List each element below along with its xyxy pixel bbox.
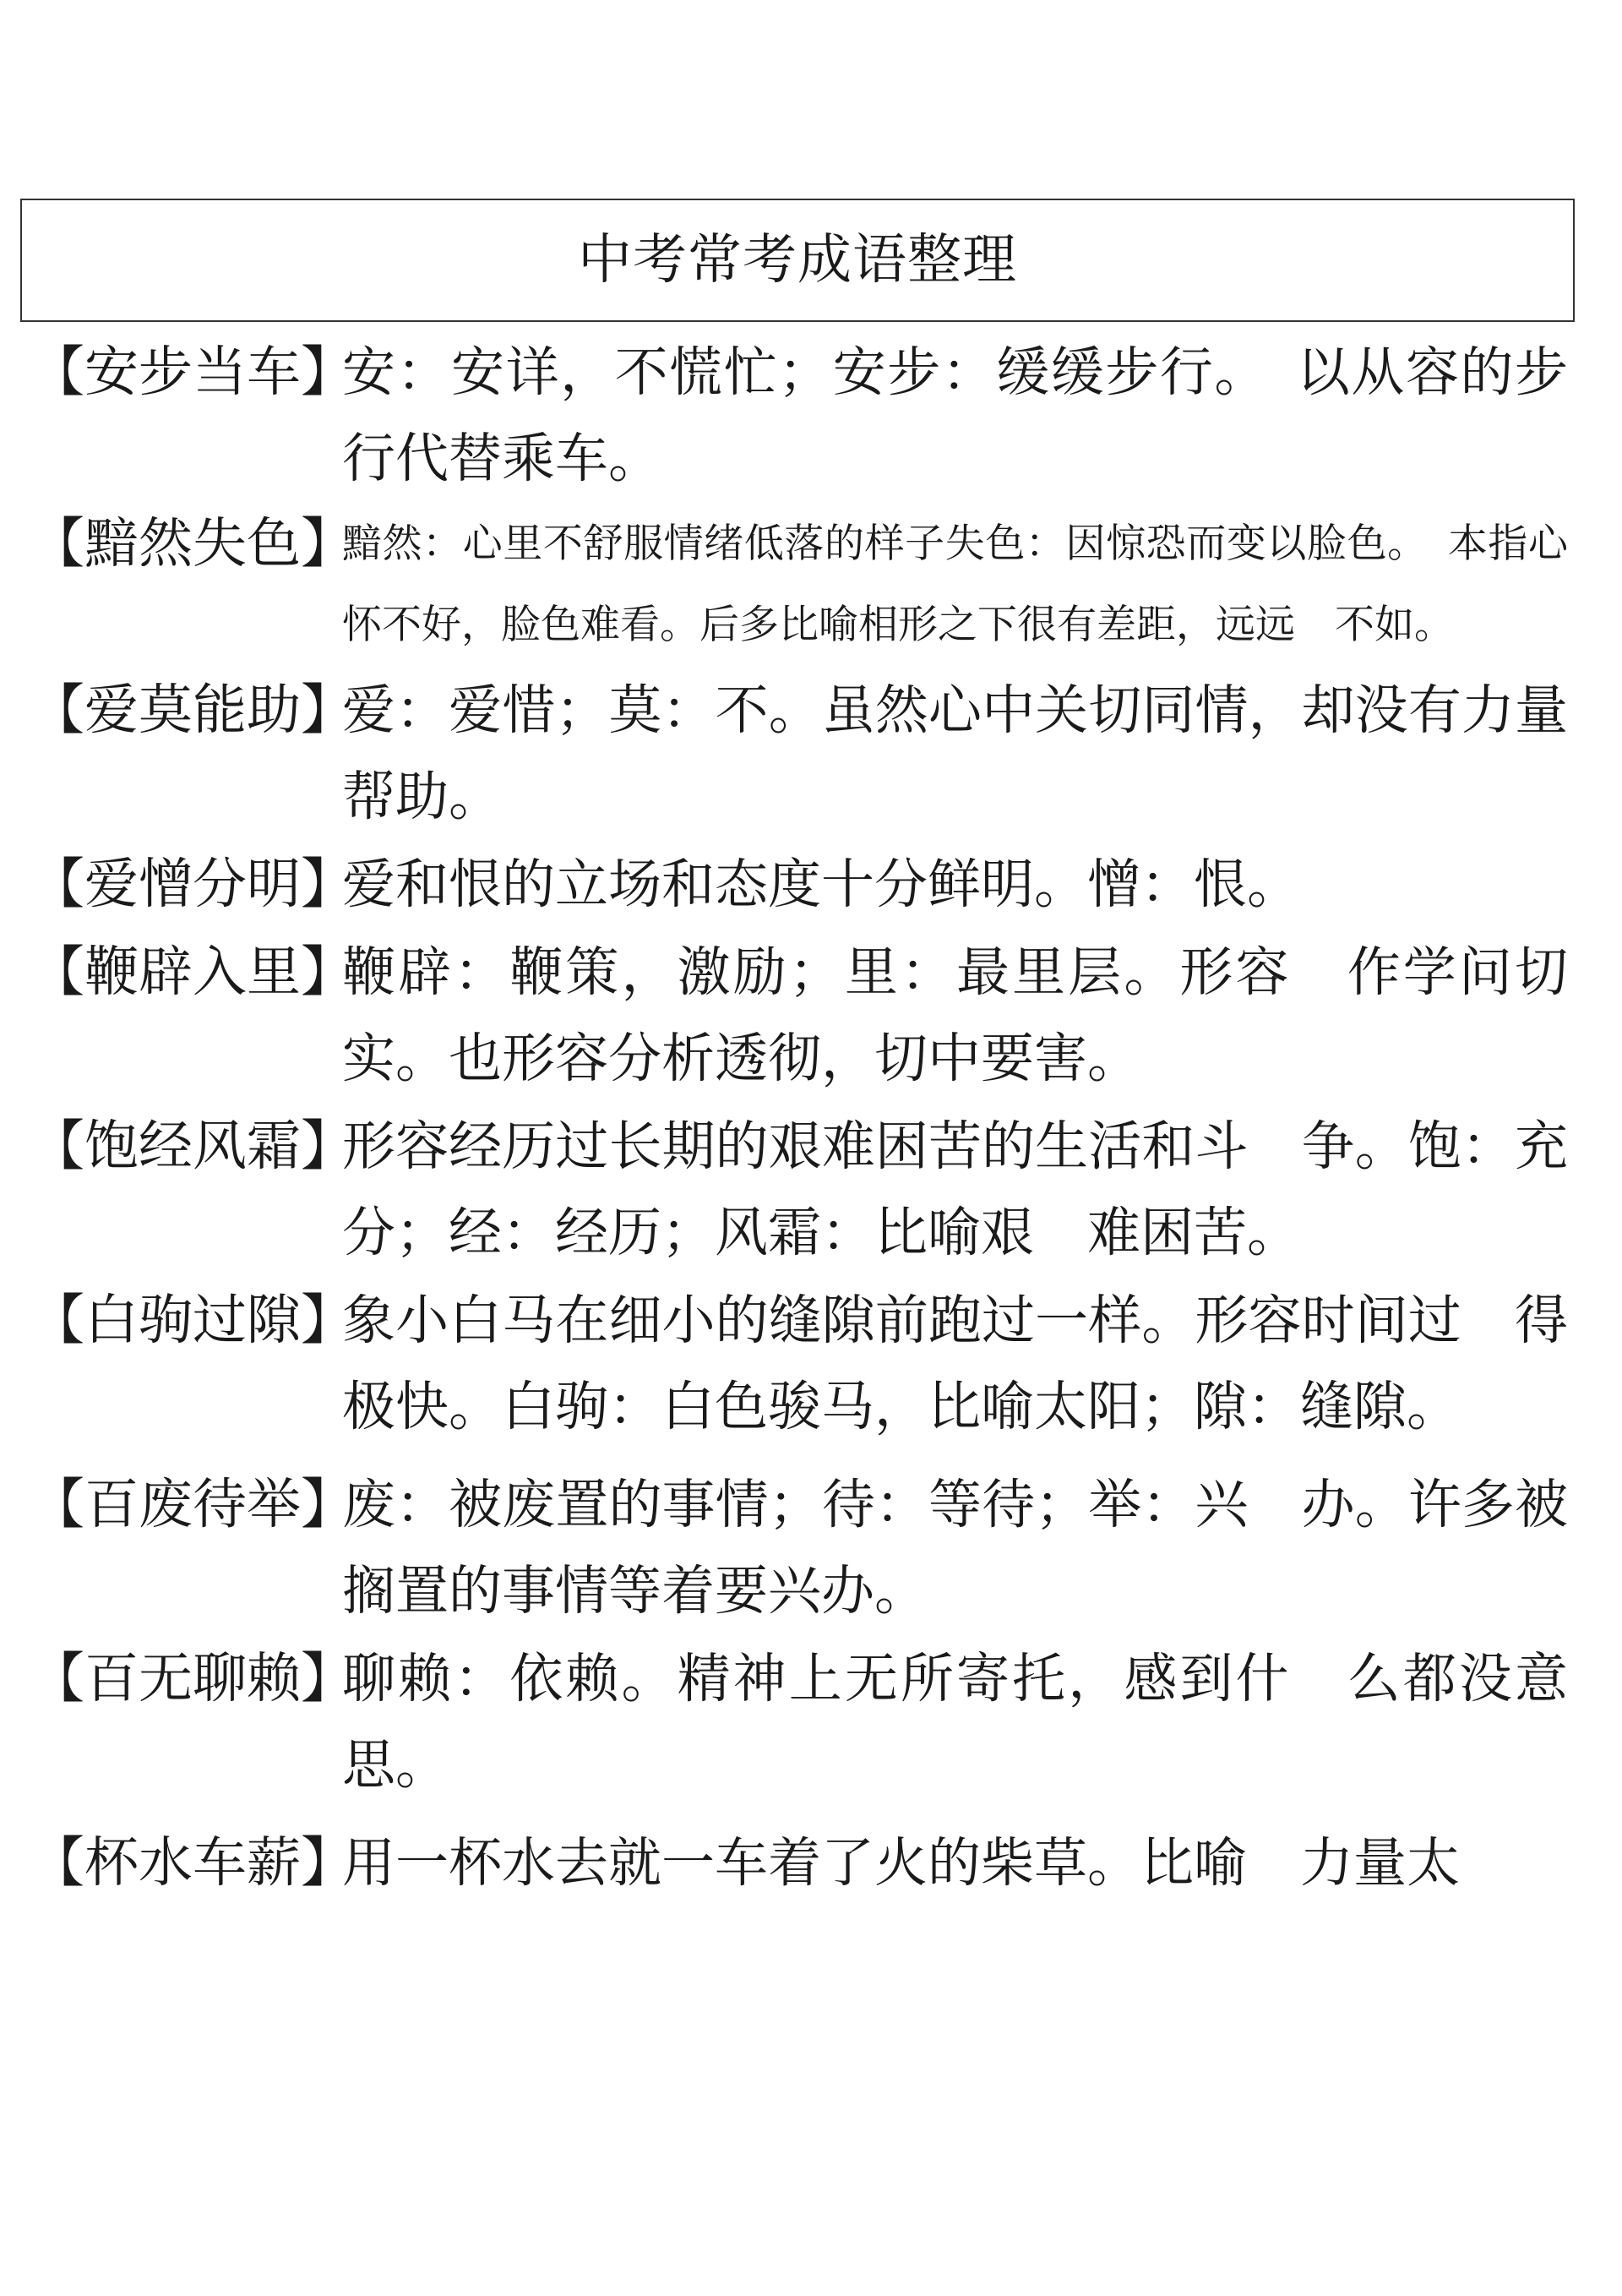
idiom-definition: 聊赖：依赖。精神上无所寄托，感到什 么都没意思。	[342, 1648, 1568, 1796]
idiom-entry	[30, 930, 1568, 1102]
idiom-definition: 用一杯水去就一车着了火的柴草。比喻 力量太	[342, 1832, 1460, 1894]
idiom-entry	[30, 1104, 1568, 1276]
idiom-entry	[30, 668, 1568, 840]
idiom-term: 【百废待举】	[30, 1474, 355, 1536]
idiom-term: 【鞭辟入里】	[30, 941, 355, 1004]
idiom-definition: 爱：爱惜；莫：不。虽然心中关切同情，却没有力量帮助。	[342, 679, 1568, 827]
idiom-term: 【安步当车】	[30, 341, 355, 404]
idiom-term: 【白驹过隙】	[30, 1290, 355, 1352]
idiom-entry	[30, 842, 1568, 928]
idiom-term: 【爱莫能助】	[30, 679, 355, 742]
idiom-term: 【杯水车薪】	[30, 1832, 355, 1895]
idiom-definition: 象小白马在细小的缝隙前跑过一样。形容时间过 得极快。白驹：白色骏马，比喻太阳；隙：缝隙。	[342, 1290, 1568, 1437]
idiom-entry	[30, 1820, 1568, 1906]
idiom-definition: 废：被废置的事情；待：等待；举：兴 办。许多被搁置的事情等着要兴办。	[342, 1474, 1568, 1622]
idiom-entry	[30, 1636, 1568, 1808]
idiom-definition: 安：安详，不慌忙；安步：缓缓步行。 以从容的步行代替乘车。	[342, 341, 1568, 489]
idiom-definition: 鞭辟：鞭策，激励；里：最里层。形容 作学问切实。也形容分析透彻，切中要害。	[342, 941, 1568, 1089]
idiom-entry	[30, 504, 1568, 666]
idiom-definition: 形容经历过长期的艰难困苦的生活和斗 争。饱：充分；经：经历；风霜：比喻艰 难困苦。	[342, 1115, 1568, 1263]
idiom-entry	[30, 330, 1568, 502]
title-box	[20, 199, 1575, 322]
idiom-term: 【爱憎分明】	[30, 854, 355, 916]
idiom-definition: 黯然：心里不舒服情绪低落的样子失色：因惊恐而变以脸色。 本指心怀不好，脸色难看。后多比喻相形之下很有差距，远远 不如。	[342, 521, 1568, 648]
idiom-entry	[30, 1278, 1568, 1450]
idiom-entry	[30, 1462, 1568, 1634]
idiom-list	[30, 330, 1568, 1908]
idiom-definition: 爱和恨的立场和态度十分鲜明。憎：恨。	[342, 854, 1300, 915]
idiom-term: 【饱经风霜】	[30, 1115, 355, 1178]
idiom-term: 【百无聊赖】	[30, 1648, 355, 1710]
idiom-term: 【黯然失色】	[30, 513, 355, 575]
document-title: 中考常考成语整理	[578, 229, 1017, 292]
